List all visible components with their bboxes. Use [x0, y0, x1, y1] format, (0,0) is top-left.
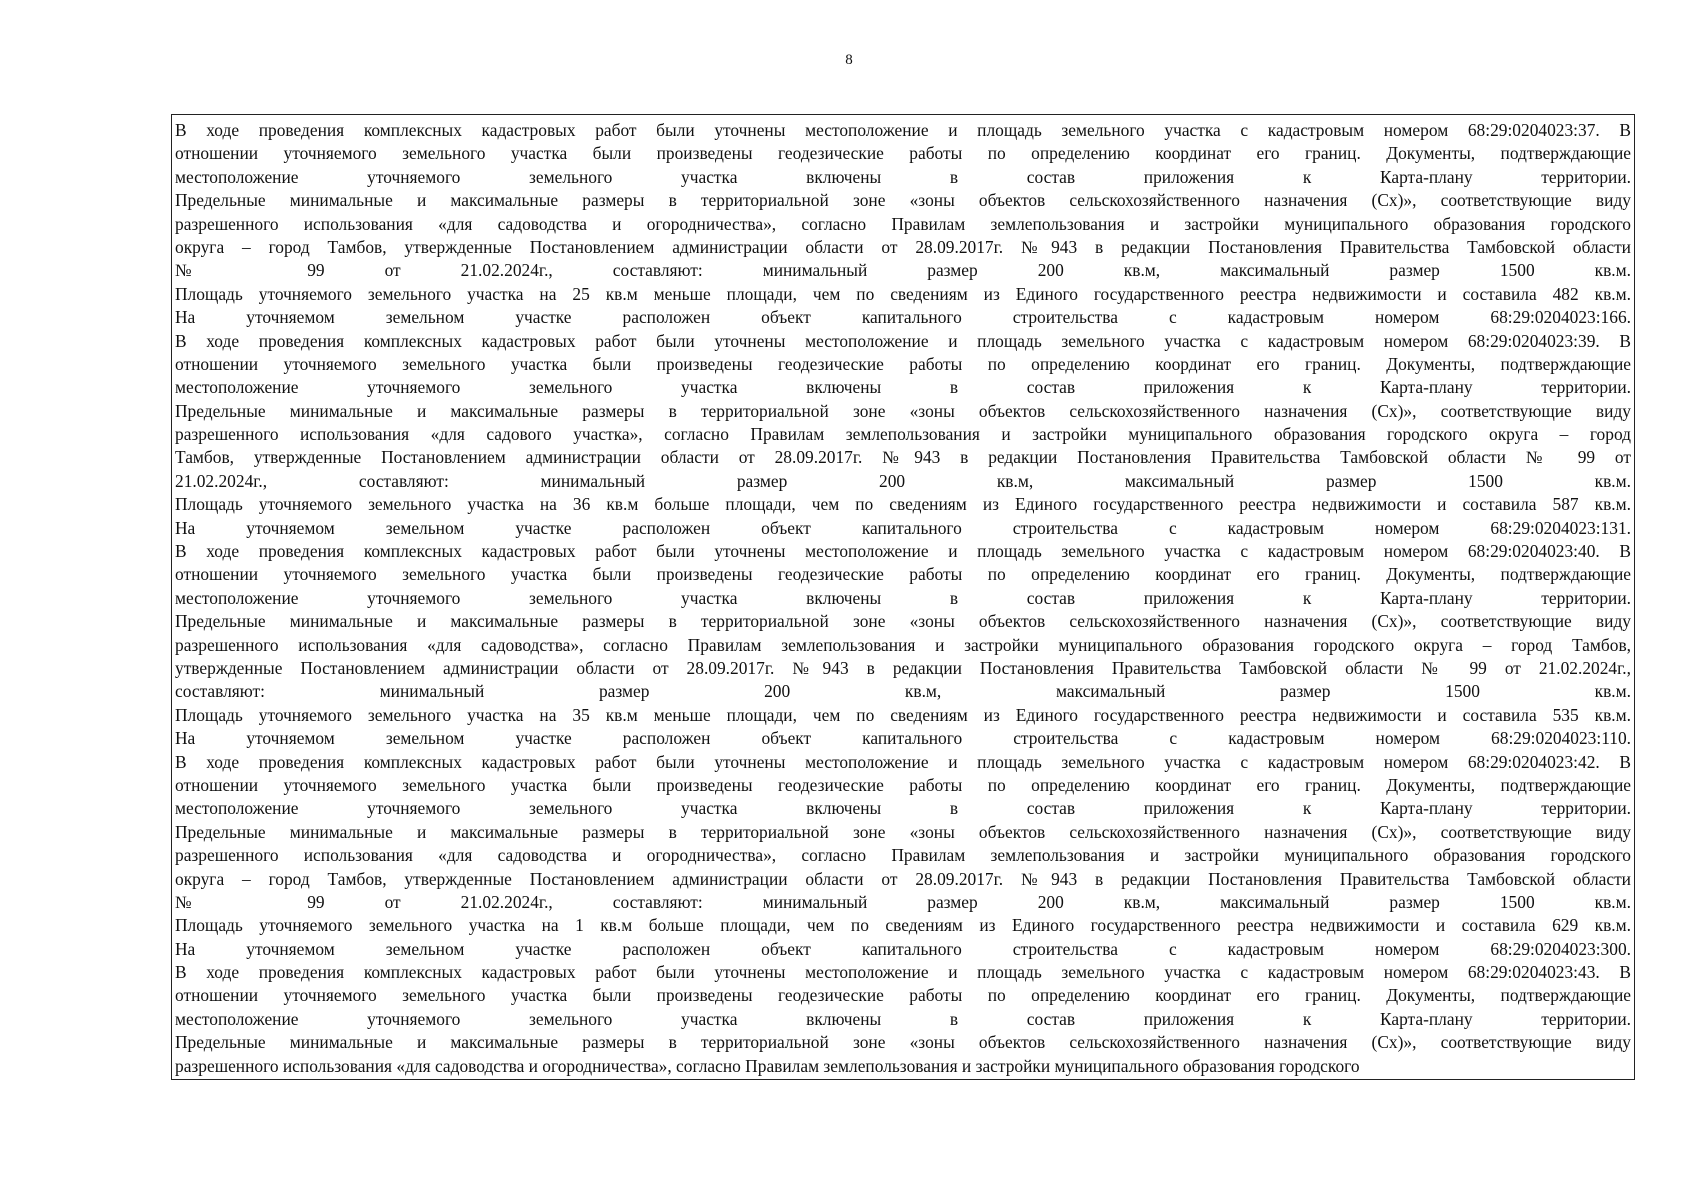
text-line: разрешенного использования «для садоводства и огородничества», согласно Правилам землепользования и застройки муниципального образования городского [175, 1055, 1360, 1076]
text-line: Предельные минимальные и максимальные размеры в территориальной зоне «зоны объектов сельскохозяйственного назначения (Сх)», соответствующие виду [175, 611, 1631, 632]
text-line: разрешенного использования «для садоводства», согласно Правилам землепользования и застройки муниципального образования городского округа – город Тамбов, [175, 634, 1631, 655]
text-line: отношении уточняемого земельного участка были произведены геодезические работы по определению координат его границ. Документы, подтверждающие [175, 985, 1631, 1006]
text-line: отношении уточняемого земельного участка были произведены геодезические работы по определению координат его границ. Документы, подтверждающие [175, 353, 1631, 374]
text-line: составляют: минимальный размер 200 кв.м, максимальный размер 1500 кв.м. [175, 681, 1631, 702]
text-line: На уточняемом земельном участке расположен объект капитального строительства с кадастровым номером 68:29:0204023:166. [175, 307, 1631, 328]
text-line: Тамбов, утвержденные Постановлением администрации области от 28.09.2017г. №943 в редакции Постановления Правительства Тамбовской области № 99 от [175, 447, 1631, 468]
text-line: № 99 от 21.02.2024г., составляют: минимальный размер 200 кв.м, максимальный размер 1500 кв.м. [175, 891, 1631, 912]
text-line: В ходе проведения комплексных кадастровых работ были уточнены местоположение и площадь земельного участка с кадастровым номером 68:29:0204023:40. В [175, 541, 1631, 562]
text-line: разрешенного использования «для садоводства и огородничества», согласно Правилам землепользования и застройки муниципального образования городского [175, 845, 1631, 866]
text-line: разрешенного использования «для садоводства и огородничества», согласно Правилам землепользования и застройки муниципального образования городского [175, 213, 1631, 234]
text-line: Предельные минимальные и максимальные размеры в территориальной зоне «зоны объектов сельскохозяйственного назначения (Сх)», соответствующие виду [175, 400, 1631, 421]
text-line: № 99 от 21.02.2024г., составляют: минимальный размер 200 кв.м, максимальный размер 1500 кв.м. [175, 260, 1631, 281]
text-line: На уточняемом земельном участке расположен объект капитального строительства с кадастровым номером 68:29:0204023:131. [175, 517, 1631, 538]
text-line: На уточняемом земельном участке расположен объект капитального строительства с кадастровым номером 68:29:0204023:300. [175, 938, 1631, 959]
text-line: Площадь уточняемого земельного участка на 36 кв.м больше площади, чем по сведениям из Единого государственного реестра недвижимости и составила 587 кв.м. [175, 494, 1631, 515]
text-line: местоположение уточняемого земельного участка включены в состав приложения к Карта-плану территории. [175, 798, 1631, 819]
text-line: Предельные минимальные и максимальные размеры в территориальной зоне «зоны объектов сельскохозяйственного назначения (Сх)», соответствующие виду [175, 190, 1631, 211]
text-line: В ходе проведения комплексных кадастровых работ были уточнены местоположение и площадь земельного участка с кадастровым номером 68:29:0204023:42. В [175, 751, 1631, 772]
text-line: местоположение уточняемого земельного участка включены в состав приложения к Карта-плану территории. [175, 377, 1631, 398]
text-frame [171, 114, 1635, 1080]
text-line: Предельные минимальные и максимальные размеры в территориальной зоне «зоны объектов сельскохозяйственного назначения (Сх)», соответствующие виду [175, 821, 1631, 842]
text-line: В ходе проведения комплексных кадастровых работ были уточнены местоположение и площадь земельного участка с кадастровым номером 68:29:0204023:43. В [175, 962, 1631, 983]
text-line: округа – город Тамбов, утвержденные Постановлением администрации области от 28.09.2017г. №943 в редакции Постановления Правительства Тамбовской области [175, 868, 1631, 889]
page-number: 8 [845, 52, 853, 68]
text-line: местоположение уточняемого земельного участка включены в состав приложения к Карта-плану территории. [175, 166, 1631, 187]
text-line: Площадь уточняемого земельного участка на 1 кв.м больше площади, чем по сведениям из Единого государственного реестра недвижимости и составила 629 кв.м. [175, 915, 1631, 936]
text-line: 21.02.2024г., составляют: минимальный размер 200 кв.м, максимальный размер 1500 кв.м. [175, 470, 1631, 491]
text-line: утвержденные Постановлением администрации области от 28.09.2017г. №943 в редакции Постановления Правительства Тамбовской области № 99 от 21.02.2024г., [175, 657, 1631, 678]
text-line: Предельные минимальные и максимальные размеры в территориальной зоне «зоны объектов сельскохозяйственного назначения (Сх)», соответствующие виду [175, 1032, 1631, 1053]
text-line: отношении уточняемого земельного участка были произведены геодезические работы по определению координат его границ. Документы, подтверждающие [175, 774, 1631, 795]
text-line: В ходе проведения комплексных кадастровых работ были уточнены местоположение и площадь земельного участка с кадастровым номером 68:29:0204023:39. В [175, 330, 1631, 351]
text-line: местоположение уточняемого земельного участка включены в состав приложения к Карта-плану территории. [175, 587, 1631, 608]
text-line: разрешенного использования «для садового участка», согласно Правилам землепользования и застройки муниципального образования городского округа – город [175, 424, 1631, 445]
text-line: отношении уточняемого земельного участка были произведены геодезические работы по определению координат его границ. Документы, подтверждающие [175, 143, 1631, 164]
text-line: отношении уточняемого земельного участка были произведены геодезические работы по определению координат его границ. Документы, подтверждающие [175, 564, 1631, 585]
text-line: На уточняемом земельном участке расположен объект капитального строительства с кадастровым номером 68:29:0204023:110. [175, 728, 1631, 749]
text-line: Площадь уточняемого земельного участка на 25 кв.м меньше площади, чем по сведениям из Единого государственного реестра недвижимости и составила 482 кв.м. [175, 283, 1631, 304]
text-line: округа – город Тамбов, утвержденные Постановлением администрации области от 28.09.2017г. №943 в редакции Постановления Правительства Тамбовской области [175, 236, 1631, 257]
text-line: В ходе проведения комплексных кадастровых работ были уточнены местоположение и площадь земельного участка с кадастровым номером 68:29:0204023:37. В [175, 120, 1631, 140]
text-line: местоположение уточняемого земельного участка включены в состав приложения к Карта-плану территории. [175, 1008, 1631, 1029]
text-line: Площадь уточняемого земельного участка на 35 кв.м меньше площади, чем по сведениям из Единого государственного реестра недвижимости и составила 535 кв.м. [175, 704, 1631, 725]
